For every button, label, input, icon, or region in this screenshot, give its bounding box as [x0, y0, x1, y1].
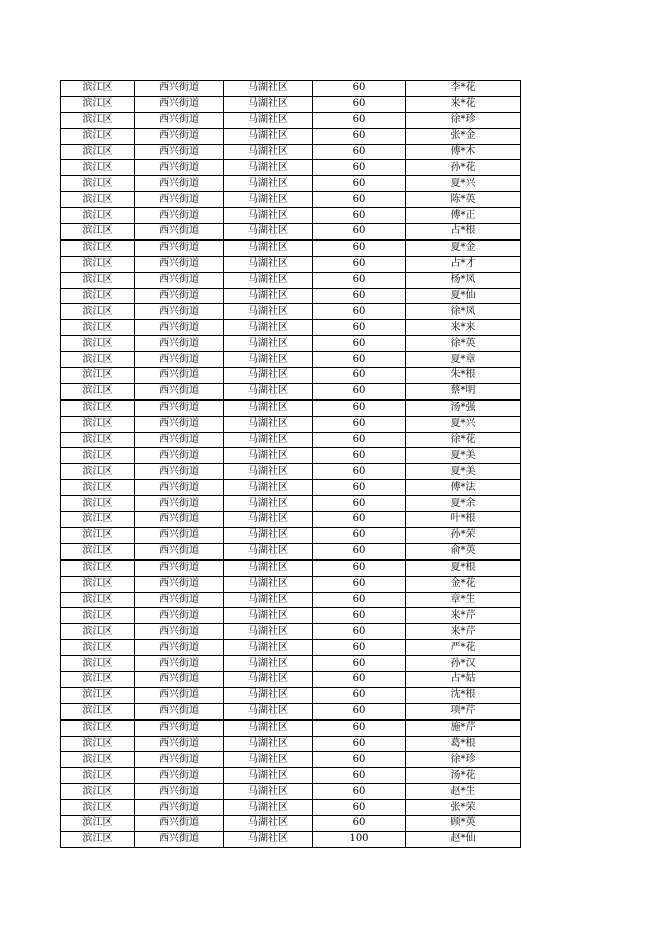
table-row — [61, 432, 521, 448]
district-cell[interactable]: 滨江区 — [61, 815, 135, 831]
street-cell[interactable]: 西兴街道 — [135, 784, 224, 800]
community-cell[interactable]: 马湖社区 — [224, 400, 313, 416]
street-cell[interactable]: 西兴街道 — [135, 752, 224, 768]
district-cell[interactable]: 滨江区 — [61, 576, 135, 592]
district-cell[interactable]: 滨江区 — [61, 703, 135, 719]
community-cell[interactable]: 马湖社区 — [224, 720, 313, 736]
name-cell[interactable]: 赵*仙 — [406, 831, 521, 847]
amount-cell[interactable]: 60 — [313, 576, 406, 592]
amount-cell[interactable]: 60 — [313, 400, 406, 416]
amount-cell[interactable]: 60 — [313, 128, 406, 144]
amount-cell[interactable]: 60 — [313, 464, 406, 480]
district-cell[interactable]: 滨江区 — [61, 383, 135, 399]
amount-cell[interactable]: 60 — [313, 640, 406, 656]
community-cell[interactable]: 马湖社区 — [224, 416, 313, 432]
community-cell[interactable]: 马湖社区 — [224, 432, 313, 448]
name-cell[interactable]: 来*芹 — [406, 624, 521, 640]
community-cell[interactable]: 马湖社区 — [224, 192, 313, 208]
district-cell[interactable]: 滨江区 — [61, 560, 135, 576]
street-cell[interactable]: 西兴街道 — [135, 352, 224, 368]
amount-cell[interactable]: 60 — [313, 81, 406, 97]
name-cell[interactable]: 夏*美 — [406, 448, 521, 464]
community-cell[interactable]: 马湖社区 — [224, 160, 313, 176]
street-cell[interactable]: 西兴街道 — [135, 815, 224, 831]
street-cell[interactable]: 西兴街道 — [135, 527, 224, 543]
district-cell[interactable]: 滨江区 — [61, 112, 135, 128]
district-cell[interactable]: 滨江区 — [61, 608, 135, 624]
table-row — [61, 496, 521, 512]
community-cell[interactable]: 马湖社区 — [224, 81, 313, 97]
district-cell[interactable]: 滨江区 — [61, 720, 135, 736]
street-cell[interactable]: 西兴街道 — [135, 543, 224, 559]
name-cell[interactable]: 朱*根 — [406, 368, 521, 384]
table-row — [61, 192, 521, 208]
amount-cell[interactable]: 60 — [313, 592, 406, 608]
name-cell[interactable]: 来*花 — [406, 96, 521, 112]
table-row — [61, 208, 521, 224]
district-cell[interactable]: 滨江区 — [61, 240, 135, 256]
table-row — [61, 784, 521, 800]
street-cell[interactable]: 西兴街道 — [135, 624, 224, 640]
amount-cell[interactable]: 60 — [313, 496, 406, 512]
community-cell[interactable]: 马湖社区 — [224, 512, 313, 528]
street-cell[interactable]: 西兴街道 — [135, 256, 224, 272]
district-cell[interactable]: 滨江区 — [61, 272, 135, 288]
community-cell[interactable]: 马湖社区 — [224, 336, 313, 352]
community-cell[interactable]: 马湖社区 — [224, 304, 313, 320]
amount-cell[interactable]: 60 — [313, 703, 406, 719]
street-cell[interactable]: 西兴街道 — [135, 416, 224, 432]
table-row — [61, 736, 521, 752]
district-cell[interactable]: 滨江区 — [61, 144, 135, 160]
community-cell[interactable]: 马湖社区 — [224, 368, 313, 384]
community-cell[interactable]: 马湖社区 — [224, 128, 313, 144]
community-cell[interactable]: 马湖社区 — [224, 256, 313, 272]
amount-cell[interactable]: 60 — [313, 624, 406, 640]
name-cell[interactable]: 孙*汉 — [406, 656, 521, 672]
street-cell[interactable]: 西兴街道 — [135, 240, 224, 256]
table-row — [61, 336, 521, 352]
table-row — [61, 96, 521, 112]
district-cell[interactable]: 滨江区 — [61, 480, 135, 496]
district-cell[interactable]: 滨江区 — [61, 640, 135, 656]
name-cell[interactable]: 汤*花 — [406, 768, 521, 784]
street-cell[interactable]: 西兴街道 — [135, 208, 224, 224]
amount-cell[interactable]: 60 — [313, 224, 406, 240]
table-row — [61, 416, 521, 432]
table-row — [61, 288, 521, 304]
district-cell[interactable]: 滨江区 — [61, 256, 135, 272]
amount-cell[interactable]: 60 — [313, 687, 406, 703]
table-row — [61, 800, 521, 816]
district-cell[interactable]: 滨江区 — [61, 464, 135, 480]
amount-cell[interactable]: 60 — [313, 240, 406, 256]
amount-cell[interactable]: 60 — [313, 656, 406, 672]
street-cell[interactable]: 西兴街道 — [135, 192, 224, 208]
name-cell[interactable]: 徐*花 — [406, 432, 521, 448]
name-cell[interactable]: 顾*英 — [406, 815, 521, 831]
amount-cell[interactable]: 60 — [313, 512, 406, 528]
community-cell[interactable]: 马湖社区 — [224, 224, 313, 240]
street-cell[interactable]: 西兴街道 — [135, 640, 224, 656]
community-cell[interactable]: 马湖社区 — [224, 703, 313, 719]
name-cell[interactable]: 徐*凤 — [406, 304, 521, 320]
name-cell[interactable]: 孙*荣 — [406, 527, 521, 543]
district-cell[interactable]: 滨江区 — [61, 352, 135, 368]
district-cell[interactable]: 滨江区 — [61, 192, 135, 208]
name-cell[interactable]: 葛*根 — [406, 736, 521, 752]
street-cell[interactable]: 西兴街道 — [135, 336, 224, 352]
district-cell[interactable]: 滨江区 — [61, 81, 135, 97]
district-cell[interactable]: 滨江区 — [61, 128, 135, 144]
community-cell[interactable]: 马湖社区 — [224, 543, 313, 559]
street-cell[interactable]: 西兴街道 — [135, 671, 224, 687]
amount-cell[interactable]: 60 — [313, 336, 406, 352]
name-cell[interactable]: 汤*强 — [406, 400, 521, 416]
district-cell[interactable]: 滨江区 — [61, 752, 135, 768]
name-cell[interactable]: 夏*兴 — [406, 176, 521, 192]
table-row — [61, 128, 521, 144]
amount-cell[interactable]: 60 — [313, 560, 406, 576]
community-cell[interactable]: 马湖社区 — [224, 288, 313, 304]
street-cell[interactable]: 西兴街道 — [135, 687, 224, 703]
amount-cell[interactable]: 60 — [313, 752, 406, 768]
street-cell[interactable]: 西兴街道 — [135, 768, 224, 784]
table-row — [61, 752, 521, 768]
table-row — [61, 240, 521, 256]
amount-cell[interactable]: 60 — [313, 416, 406, 432]
name-cell[interactable]: 占*根 — [406, 224, 521, 240]
community-cell[interactable]: 马湖社区 — [224, 687, 313, 703]
community-cell[interactable]: 马湖社区 — [224, 815, 313, 831]
table-row — [61, 160, 521, 176]
table-row — [61, 272, 521, 288]
street-cell[interactable]: 西兴街道 — [135, 288, 224, 304]
name-cell[interactable]: 施*芹 — [406, 720, 521, 736]
amount-cell[interactable]: 60 — [313, 272, 406, 288]
street-cell[interactable]: 西兴街道 — [135, 703, 224, 719]
table-row — [61, 448, 521, 464]
community-cell[interactable]: 马湖社区 — [224, 671, 313, 687]
street-cell[interactable]: 西兴街道 — [135, 512, 224, 528]
district-cell[interactable]: 滨江区 — [61, 543, 135, 559]
table-row — [61, 304, 521, 320]
table-row — [61, 831, 521, 847]
name-cell[interactable]: 项*芹 — [406, 703, 521, 719]
data-table — [60, 80, 521, 848]
name-cell[interactable]: 傅*木 — [406, 144, 521, 160]
amount-cell[interactable]: 60 — [313, 176, 406, 192]
amount-cell[interactable]: 60 — [313, 256, 406, 272]
table-row — [61, 671, 521, 687]
table-row — [61, 576, 521, 592]
district-cell[interactable]: 滨江区 — [61, 400, 135, 416]
name-cell[interactable]: 张*金 — [406, 128, 521, 144]
district-cell[interactable]: 滨江区 — [61, 800, 135, 816]
amount-cell[interactable]: 60 — [313, 112, 406, 128]
street-cell[interactable]: 西兴街道 — [135, 224, 224, 240]
table-row — [61, 144, 521, 160]
district-cell[interactable]: 滨江区 — [61, 831, 135, 847]
amount-cell[interactable]: 60 — [313, 720, 406, 736]
table-row — [61, 720, 521, 736]
district-cell[interactable]: 滨江区 — [61, 160, 135, 176]
amount-cell[interactable]: 100 — [313, 831, 406, 847]
amount-cell[interactable]: 60 — [313, 768, 406, 784]
district-cell[interactable]: 滨江区 — [61, 448, 135, 464]
street-cell[interactable]: 西兴街道 — [135, 720, 224, 736]
street-cell[interactable]: 西兴街道 — [135, 144, 224, 160]
table-row — [61, 176, 521, 192]
community-cell[interactable]: 马湖社区 — [224, 240, 313, 256]
name-cell[interactable]: 徐*珍 — [406, 112, 521, 128]
table-row — [61, 112, 521, 128]
community-cell[interactable]: 马湖社区 — [224, 752, 313, 768]
name-cell[interactable]: 严*花 — [406, 640, 521, 656]
community-cell[interactable]: 马湖社区 — [224, 480, 313, 496]
table-row — [61, 400, 521, 416]
name-cell[interactable]: 徐*珍 — [406, 752, 521, 768]
amount-cell[interactable]: 60 — [313, 736, 406, 752]
street-cell[interactable]: 西兴街道 — [135, 831, 224, 847]
name-cell[interactable]: 夏*美 — [406, 464, 521, 480]
community-cell[interactable]: 马湖社区 — [224, 624, 313, 640]
name-cell[interactable]: 陈*英 — [406, 192, 521, 208]
district-cell[interactable]: 滨江区 — [61, 224, 135, 240]
name-cell[interactable]: 来*来 — [406, 320, 521, 336]
amount-cell[interactable]: 60 — [313, 160, 406, 176]
street-cell[interactable]: 西兴街道 — [135, 272, 224, 288]
district-cell[interactable]: 滨江区 — [61, 336, 135, 352]
street-cell[interactable]: 西兴街道 — [135, 496, 224, 512]
amount-cell[interactable]: 60 — [313, 192, 406, 208]
district-cell[interactable]: 滨江区 — [61, 416, 135, 432]
amount-cell[interactable]: 60 — [313, 543, 406, 559]
street-cell[interactable]: 西兴街道 — [135, 736, 224, 752]
table-row — [61, 768, 521, 784]
street-cell[interactable]: 西兴街道 — [135, 400, 224, 416]
table-row — [61, 815, 521, 831]
table-row — [61, 527, 521, 543]
community-cell[interactable]: 马湖社区 — [224, 608, 313, 624]
name-cell[interactable]: 沈*根 — [406, 687, 521, 703]
district-cell[interactable]: 滨江区 — [61, 432, 135, 448]
name-cell[interactable]: 李*花 — [406, 81, 521, 97]
street-cell[interactable]: 西兴街道 — [135, 368, 224, 384]
community-cell[interactable]: 马湖社区 — [224, 352, 313, 368]
district-cell[interactable]: 滨江区 — [61, 512, 135, 528]
street-cell[interactable]: 西兴街道 — [135, 320, 224, 336]
amount-cell[interactable]: 60 — [313, 608, 406, 624]
street-cell[interactable]: 西兴街道 — [135, 448, 224, 464]
name-cell[interactable]: 张*荣 — [406, 800, 521, 816]
name-cell[interactable]: 叶*根 — [406, 512, 521, 528]
district-cell[interactable]: 滨江区 — [61, 96, 135, 112]
street-cell[interactable]: 西兴街道 — [135, 304, 224, 320]
table-row — [61, 703, 521, 719]
name-cell[interactable]: 夏*兴 — [406, 416, 521, 432]
street-cell[interactable]: 西兴街道 — [135, 656, 224, 672]
street-cell[interactable]: 西兴街道 — [135, 432, 224, 448]
amount-cell[interactable]: 60 — [313, 448, 406, 464]
street-cell[interactable]: 西兴街道 — [135, 800, 224, 816]
district-cell[interactable]: 滨江区 — [61, 736, 135, 752]
street-cell[interactable]: 西兴街道 — [135, 112, 224, 128]
table-row — [61, 640, 521, 656]
amount-cell[interactable]: 60 — [313, 432, 406, 448]
table-row — [61, 224, 521, 240]
name-cell[interactable]: 傅*正 — [406, 208, 521, 224]
street-cell[interactable]: 西兴街道 — [135, 383, 224, 399]
street-cell[interactable]: 西兴街道 — [135, 81, 224, 97]
amount-cell[interactable]: 60 — [313, 815, 406, 831]
table-row — [61, 480, 521, 496]
name-cell[interactable]: 孙*花 — [406, 160, 521, 176]
amount-cell[interactable]: 60 — [313, 288, 406, 304]
district-cell[interactable]: 滨江区 — [61, 527, 135, 543]
community-cell[interactable]: 马湖社区 — [224, 576, 313, 592]
amount-cell[interactable]: 60 — [313, 784, 406, 800]
name-cell[interactable]: 徐*英 — [406, 336, 521, 352]
street-cell[interactable]: 西兴街道 — [135, 160, 224, 176]
amount-cell[interactable]: 60 — [313, 96, 406, 112]
community-cell[interactable]: 马湖社区 — [224, 448, 313, 464]
community-cell[interactable]: 马湖社区 — [224, 831, 313, 847]
community-cell[interactable]: 马湖社区 — [224, 640, 313, 656]
street-cell[interactable]: 西兴街道 — [135, 96, 224, 112]
street-cell[interactable]: 西兴街道 — [135, 592, 224, 608]
district-cell[interactable]: 滨江区 — [61, 496, 135, 512]
community-cell[interactable]: 马湖社区 — [224, 496, 313, 512]
district-cell[interactable]: 滨江区 — [61, 320, 135, 336]
community-cell[interactable]: 马湖社区 — [224, 383, 313, 399]
district-cell[interactable]: 滨江区 — [61, 304, 135, 320]
community-cell[interactable]: 马湖社区 — [224, 560, 313, 576]
community-cell[interactable]: 马湖社区 — [224, 96, 313, 112]
community-cell[interactable]: 马湖社区 — [224, 656, 313, 672]
name-cell[interactable]: 杨*凤 — [406, 272, 521, 288]
street-cell[interactable]: 西兴街道 — [135, 176, 224, 192]
amount-cell[interactable]: 60 — [313, 383, 406, 399]
district-cell[interactable]: 滨江区 — [61, 624, 135, 640]
table-row — [61, 320, 521, 336]
community-cell[interactable]: 马湖社区 — [224, 144, 313, 160]
name-cell[interactable]: 俞*英 — [406, 543, 521, 559]
name-cell[interactable]: 蔡*明 — [406, 383, 521, 399]
name-cell[interactable]: 章*生 — [406, 592, 521, 608]
table-row — [61, 560, 521, 576]
table-row — [61, 543, 521, 559]
name-cell[interactable]: 来*芹 — [406, 608, 521, 624]
amount-cell[interactable]: 60 — [313, 368, 406, 384]
table-row — [61, 464, 521, 480]
district-cell[interactable]: 滨江区 — [61, 288, 135, 304]
community-cell[interactable]: 马湖社区 — [224, 176, 313, 192]
district-cell[interactable]: 滨江区 — [61, 176, 135, 192]
amount-cell[interactable]: 60 — [313, 480, 406, 496]
community-cell[interactable]: 马湖社区 — [224, 784, 313, 800]
table-row — [61, 81, 521, 97]
table-row — [61, 512, 521, 528]
table-row — [61, 352, 521, 368]
district-cell[interactable]: 滨江区 — [61, 768, 135, 784]
amount-cell[interactable]: 60 — [313, 527, 406, 543]
table-body — [61, 81, 521, 848]
name-cell[interactable]: 夏*金 — [406, 240, 521, 256]
street-cell[interactable]: 西兴街道 — [135, 480, 224, 496]
district-cell[interactable]: 滨江区 — [61, 687, 135, 703]
table-row — [61, 256, 521, 272]
table-row — [61, 608, 521, 624]
amount-cell[interactable]: 60 — [313, 144, 406, 160]
table-row — [61, 592, 521, 608]
table-row — [61, 368, 521, 384]
district-cell[interactable]: 滨江区 — [61, 671, 135, 687]
district-cell[interactable]: 滨江区 — [61, 208, 135, 224]
name-cell[interactable]: 夏*余 — [406, 496, 521, 512]
name-cell[interactable]: 傅*法 — [406, 480, 521, 496]
table-row — [61, 383, 521, 399]
district-cell[interactable]: 滨江区 — [61, 784, 135, 800]
name-cell[interactable]: 占*才 — [406, 256, 521, 272]
community-cell[interactable]: 马湖社区 — [224, 272, 313, 288]
name-cell[interactable]: 赵*生 — [406, 784, 521, 800]
street-cell[interactable]: 西兴街道 — [135, 464, 224, 480]
community-cell[interactable]: 马湖社区 — [224, 768, 313, 784]
district-cell[interactable]: 滨江区 — [61, 656, 135, 672]
community-cell[interactable]: 马湖社区 — [224, 112, 313, 128]
table-row — [61, 687, 521, 703]
community-cell[interactable]: 马湖社区 — [224, 464, 313, 480]
community-cell[interactable]: 马湖社区 — [224, 527, 313, 543]
name-cell[interactable]: 夏*根 — [406, 560, 521, 576]
name-cell[interactable]: 占*姑 — [406, 671, 521, 687]
community-cell[interactable]: 马湖社区 — [224, 208, 313, 224]
street-cell[interactable]: 西兴街道 — [135, 560, 224, 576]
community-cell[interactable]: 马湖社区 — [224, 800, 313, 816]
community-cell[interactable]: 马湖社区 — [224, 736, 313, 752]
table-row — [61, 624, 521, 640]
table-row — [61, 656, 521, 672]
district-cell[interactable]: 滨江区 — [61, 592, 135, 608]
district-cell[interactable]: 滨江区 — [61, 368, 135, 384]
amount-cell[interactable]: 60 — [313, 352, 406, 368]
street-cell[interactable]: 西兴街道 — [135, 608, 224, 624]
amount-cell[interactable]: 60 — [313, 320, 406, 336]
amount-cell[interactable]: 60 — [313, 208, 406, 224]
street-cell[interactable]: 西兴街道 — [135, 576, 224, 592]
name-cell[interactable]: 金*花 — [406, 576, 521, 592]
amount-cell[interactable]: 60 — [313, 304, 406, 320]
amount-cell[interactable]: 60 — [313, 671, 406, 687]
amount-cell[interactable]: 60 — [313, 800, 406, 816]
community-cell[interactable]: 马湖社区 — [224, 320, 313, 336]
community-cell[interactable]: 马湖社区 — [224, 592, 313, 608]
name-cell[interactable]: 夏*仙 — [406, 288, 521, 304]
name-cell[interactable]: 夏*章 — [406, 352, 521, 368]
street-cell[interactable]: 西兴街道 — [135, 128, 224, 144]
